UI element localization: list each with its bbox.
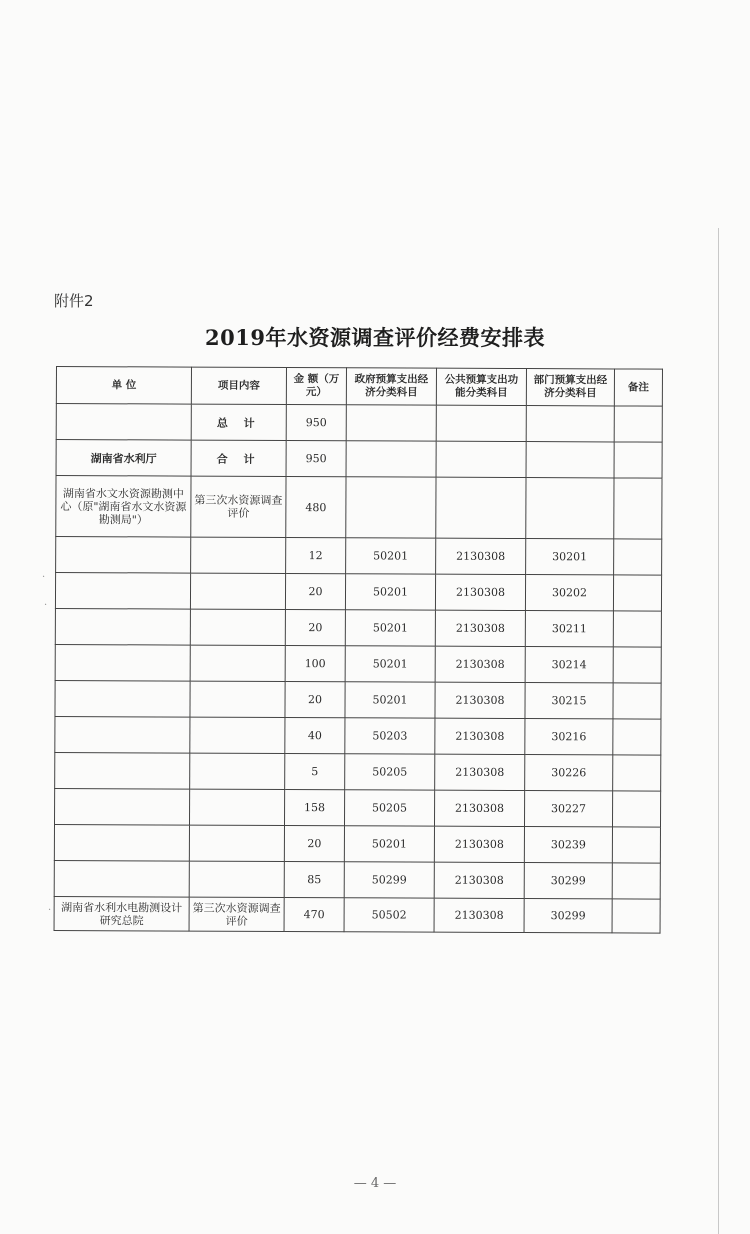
detail-row (55, 644, 661, 683)
detail-func: 2130308 (435, 610, 525, 646)
detail-unit (55, 680, 190, 717)
page-edge-line (718, 228, 719, 1234)
center-unit: 湖南省水文水资源勘测中心（原"湖南省水文水资源勘测局"） (56, 476, 191, 538)
detail-row (54, 788, 660, 827)
detail-content (189, 825, 284, 861)
detail-gov: 50299 (344, 862, 434, 898)
detail-content (190, 753, 285, 789)
detail-dept: 30227 (524, 791, 612, 827)
detail-note (612, 827, 660, 863)
detail-unit (54, 824, 189, 861)
detail-note (613, 683, 661, 719)
detail-amount: 20 (285, 574, 345, 610)
detail-note (612, 791, 660, 827)
detail-row (55, 608, 661, 647)
funding-table (54, 366, 663, 934)
detail-content (189, 789, 284, 825)
detail-amount: 100 (285, 646, 345, 682)
detail-amount: 158 (284, 790, 344, 826)
detail-amount: 12 (286, 538, 346, 574)
detail-gov: 50203 (345, 718, 435, 754)
institute-unit: 湖南省水利水电勘测设计研究总院 (54, 896, 189, 931)
detail-amount: 85 (284, 862, 344, 898)
detail-note (614, 539, 662, 575)
detail-dept: 30214 (525, 647, 613, 683)
total-amount: 950 (286, 405, 346, 441)
detail-func: 2130308 (434, 826, 524, 862)
detail-amount: 40 (285, 718, 345, 754)
detail-row (55, 752, 661, 791)
detail-content (191, 537, 286, 573)
detail-dept: 30211 (525, 611, 613, 647)
scan-mark: · (48, 905, 52, 916)
detail-unit (55, 573, 190, 610)
detail-gov: 50205 (344, 790, 434, 826)
detail-content (190, 717, 285, 753)
detail-row (54, 824, 660, 863)
center-row (56, 476, 662, 540)
header-note: 备注 (614, 369, 662, 406)
detail-note (613, 755, 661, 791)
scan-mark: · (44, 600, 48, 611)
detail-unit (55, 752, 190, 789)
header-amount: 金 额（万元） (286, 368, 346, 405)
dept-label: 合 计 (191, 440, 286, 476)
detail-amount: 20 (285, 610, 345, 646)
detail-content (190, 573, 285, 609)
detail-gov: 50205 (345, 754, 435, 790)
scan-mark: · (42, 572, 46, 583)
total-label: 总 计 (191, 404, 286, 440)
detail-unit (54, 788, 189, 825)
detail-dept: 30239 (524, 827, 612, 863)
page-title: 2019年水资源调查评价经费安排表 (205, 325, 545, 350)
detail-func: 2130308 (434, 862, 524, 898)
header-content: 项目内容 (191, 367, 286, 404)
institute-func: 2130308 (434, 898, 524, 932)
detail-gov: 50201 (346, 538, 436, 574)
attachment-label: 附件2 (54, 292, 94, 310)
detail-note (613, 719, 661, 755)
center-content: 第三次水资源调查评价 (191, 476, 286, 537)
detail-unit (54, 860, 189, 897)
detail-gov: 50201 (344, 826, 434, 862)
detail-note (613, 611, 661, 647)
institute-row (54, 896, 660, 933)
detail-unit (56, 537, 191, 574)
dept-row (56, 440, 662, 479)
detail-dept: 30201 (526, 539, 614, 575)
detail-amount: 5 (285, 754, 345, 790)
institute-content: 第三次水资源调查评价 (189, 897, 284, 931)
detail-func: 2130308 (434, 790, 524, 826)
detail-note (613, 575, 661, 611)
detail-dept: 30215 (525, 683, 613, 719)
institute-amount: 470 (284, 898, 344, 932)
detail-row (55, 573, 661, 612)
detail-row (56, 537, 662, 576)
detail-amount: 20 (285, 682, 345, 718)
detail-dept: 30226 (525, 755, 613, 791)
detail-func: 2130308 (435, 754, 525, 790)
detail-unit (55, 644, 190, 681)
detail-note (613, 647, 661, 683)
detail-content (190, 609, 285, 645)
header-unit: 单 位 (56, 367, 191, 405)
header-gov-econ: 政府预算支出经济分类科目 (346, 368, 436, 405)
detail-gov: 50201 (345, 682, 435, 718)
detail-row (55, 680, 661, 719)
institute-gov: 50502 (344, 898, 434, 932)
detail-row (55, 716, 661, 755)
detail-unit (55, 608, 190, 645)
header-public-func: 公共预算支出功能分类科目 (436, 368, 526, 405)
detail-func: 2130308 (435, 718, 525, 754)
detail-func: 2130308 (436, 538, 526, 574)
detail-gov: 50201 (345, 646, 435, 682)
center-amount: 480 (286, 477, 346, 538)
detail-func: 2130308 (435, 574, 525, 610)
detail-dept: 30202 (525, 575, 613, 611)
total-row (56, 404, 662, 443)
detail-func: 2130308 (435, 682, 525, 718)
detail-func: 2130308 (435, 646, 525, 682)
detail-unit (55, 716, 190, 753)
detail-content (190, 645, 285, 681)
header-dept-econ: 部门预算支出经济分类科目 (526, 369, 614, 406)
institute-dept: 30299 (524, 899, 612, 933)
detail-dept: 30216 (525, 719, 613, 755)
detail-note (612, 863, 660, 899)
detail-amount: 20 (284, 826, 344, 862)
detail-row (54, 860, 660, 899)
detail-dept: 30299 (524, 863, 612, 899)
detail-gov: 50201 (345, 574, 435, 610)
header-row (56, 367, 662, 407)
page-number: — 4 — (353, 1176, 397, 1191)
detail-gov: 50201 (345, 610, 435, 646)
dept-unit: 湖南省水利厅 (56, 440, 191, 477)
detail-content (190, 681, 285, 717)
detail-content (189, 861, 284, 897)
dept-amount: 950 (286, 441, 346, 477)
